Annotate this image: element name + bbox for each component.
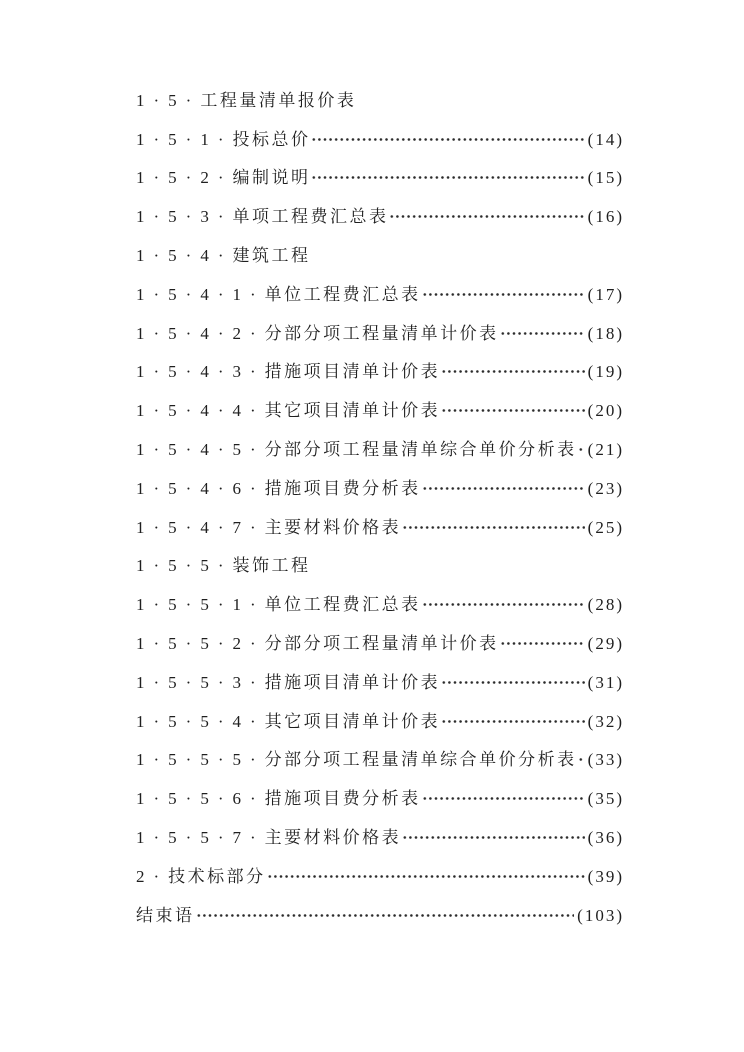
toc-entry-title: 分部分项工程量清单计价表: [264, 634, 499, 654]
toc-entry-title: 分部分项工程量清单综合单价分析表: [264, 440, 577, 460]
toc-entry: [136, 353, 624, 392]
toc-entry-number: 1·5·4·6·: [136, 478, 265, 498]
toc-entry-title: 建筑工程: [232, 246, 311, 266]
toc-entry-number: 1·5·5·3·: [136, 672, 265, 692]
toc-entry-page: (103): [577, 905, 624, 925]
toc-entry: [136, 81, 624, 120]
toc-entry: [136, 702, 624, 741]
toc-entry-number: 1·5·1·: [136, 129, 233, 149]
toc-entry-title: 单位工程费汇总表: [264, 595, 421, 615]
toc-entry-number: 1·5·5·4·: [136, 711, 265, 731]
toc-entry-title: 主要材料价格表: [264, 517, 402, 537]
toc-entry-title: 装饰工程: [232, 556, 311, 576]
toc-entry-title: 分部分项工程量清单综合单价分析表: [264, 750, 577, 770]
toc-entry-page: (36): [587, 828, 624, 848]
toc-entry-title: 单项工程费汇总表: [232, 207, 389, 227]
toc-entry-number: 1·5·4·: [136, 246, 233, 266]
toc-entry: [136, 663, 624, 702]
toc-entry-page: (33): [587, 750, 624, 770]
toc-entry-number: 1·5·5·6·: [136, 789, 265, 809]
dot-leader: [422, 790, 585, 807]
toc-entry: [136, 508, 624, 547]
dot-leader: [422, 480, 585, 497]
toc-entry: [136, 741, 624, 780]
toc-entry-title: 措施项目清单计价表: [264, 362, 441, 382]
toc-entry-page: (17): [587, 284, 624, 304]
toc-entry-page: (18): [587, 323, 624, 343]
toc-entry-page: (32): [587, 711, 624, 731]
toc-entry-title: 单位工程费汇总表: [264, 284, 421, 304]
toc-entry-page: (39): [587, 866, 624, 886]
toc-entry-title: 分部分项工程量清单计价表: [264, 323, 499, 343]
dot-leader: [441, 402, 585, 419]
toc-entry: [136, 818, 624, 857]
dot-leader: [422, 596, 585, 613]
toc-entry-number: 1·5·4·4·: [136, 401, 265, 421]
toc-entry-title: 编制说明: [232, 168, 311, 188]
toc-entry-page: (31): [587, 672, 624, 692]
dot-leader: [500, 325, 585, 342]
dot-leader: [500, 635, 585, 652]
toc-entry-number: 1·5·5·2·: [136, 634, 265, 654]
dot-leader: [441, 674, 585, 691]
toc-entry-title: 技术标部分: [168, 866, 266, 886]
toc-entry-number: 1·5·5·: [136, 556, 233, 576]
toc-entry-number: 1·5·4·3·: [136, 362, 265, 382]
toc-entry: [136, 430, 624, 469]
dot-leader: [389, 208, 584, 225]
toc-entry-page: (23): [587, 478, 624, 498]
toc-entry-number: 1·5·4·7·: [136, 517, 265, 537]
toc-entry: [136, 314, 624, 353]
toc-entry: [136, 779, 624, 818]
toc-entry: [136, 624, 624, 663]
toc-entry-page: (35): [587, 789, 624, 809]
toc-entry: [136, 547, 624, 586]
dot-leader: [311, 131, 584, 148]
toc-entry-number: 1·5·3·: [136, 207, 233, 227]
toc-entry-page: (16): [587, 207, 624, 227]
dot-leader: [311, 169, 584, 186]
toc-entry-title: 措施项目清单计价表: [264, 672, 441, 692]
toc-entry-title: 其它项目清单计价表: [264, 401, 441, 421]
dot-leader: [422, 286, 585, 303]
toc-entry-number: 1·5·5·5·: [136, 750, 265, 770]
dot-leader: [441, 363, 585, 380]
toc-entry-page: (29): [587, 634, 624, 654]
toc-entry-number: 1·5·4·2·: [136, 323, 265, 343]
toc-entry-number: 1·5·4·1·: [136, 284, 265, 304]
toc-entry: [136, 159, 624, 198]
toc-entry: [136, 391, 624, 430]
toc-entry-page: (25): [587, 517, 624, 537]
toc-entry-title: 措施项目费分析表: [264, 478, 421, 498]
dot-leader: [578, 441, 585, 458]
toc-entry-title: 其它项目清单计价表: [264, 711, 441, 731]
dot-leader: [402, 829, 585, 846]
toc-entry: [136, 896, 624, 935]
toc-entry: [136, 236, 624, 275]
toc-entry-number: 1·5·2·: [136, 168, 233, 188]
toc-entry-title: 投标总价: [232, 129, 311, 149]
toc-entry-title: 结束语: [136, 905, 195, 925]
toc-entry: [136, 120, 624, 159]
toc-entry-number: 1·5·5·1·: [136, 595, 265, 615]
toc-entry: [136, 197, 624, 236]
toc-entry-number: 1·5·4·5·: [136, 440, 265, 460]
toc-entry-number: 2·: [136, 866, 169, 886]
toc-entry-number: 1·5·5·7·: [136, 828, 265, 848]
dot-leader: [402, 519, 585, 536]
toc-entry-page: (28): [587, 595, 624, 615]
toc-entry: [136, 857, 624, 896]
toc-entry-page: (14): [587, 129, 624, 149]
dot-leader: [196, 907, 575, 924]
toc-entry: [136, 275, 624, 314]
toc-entry-page: (19): [587, 362, 624, 382]
toc-entry-page: (15): [587, 168, 624, 188]
toc-entry-page: (21): [587, 440, 624, 460]
toc-entry-title: 工程量清单报价表: [200, 90, 357, 110]
dot-leader: [267, 868, 585, 885]
toc-entry-page: (20): [587, 401, 624, 421]
toc-entry-title: 主要材料价格表: [264, 828, 402, 848]
toc-entry: [136, 585, 624, 624]
toc-entry-title: 措施项目费分析表: [264, 789, 421, 809]
toc-entry-number: 1·5·: [136, 90, 201, 110]
dot-leader: [578, 751, 585, 768]
toc-entry: [136, 469, 624, 508]
dot-leader: [441, 713, 585, 730]
toc-list: [136, 81, 624, 935]
